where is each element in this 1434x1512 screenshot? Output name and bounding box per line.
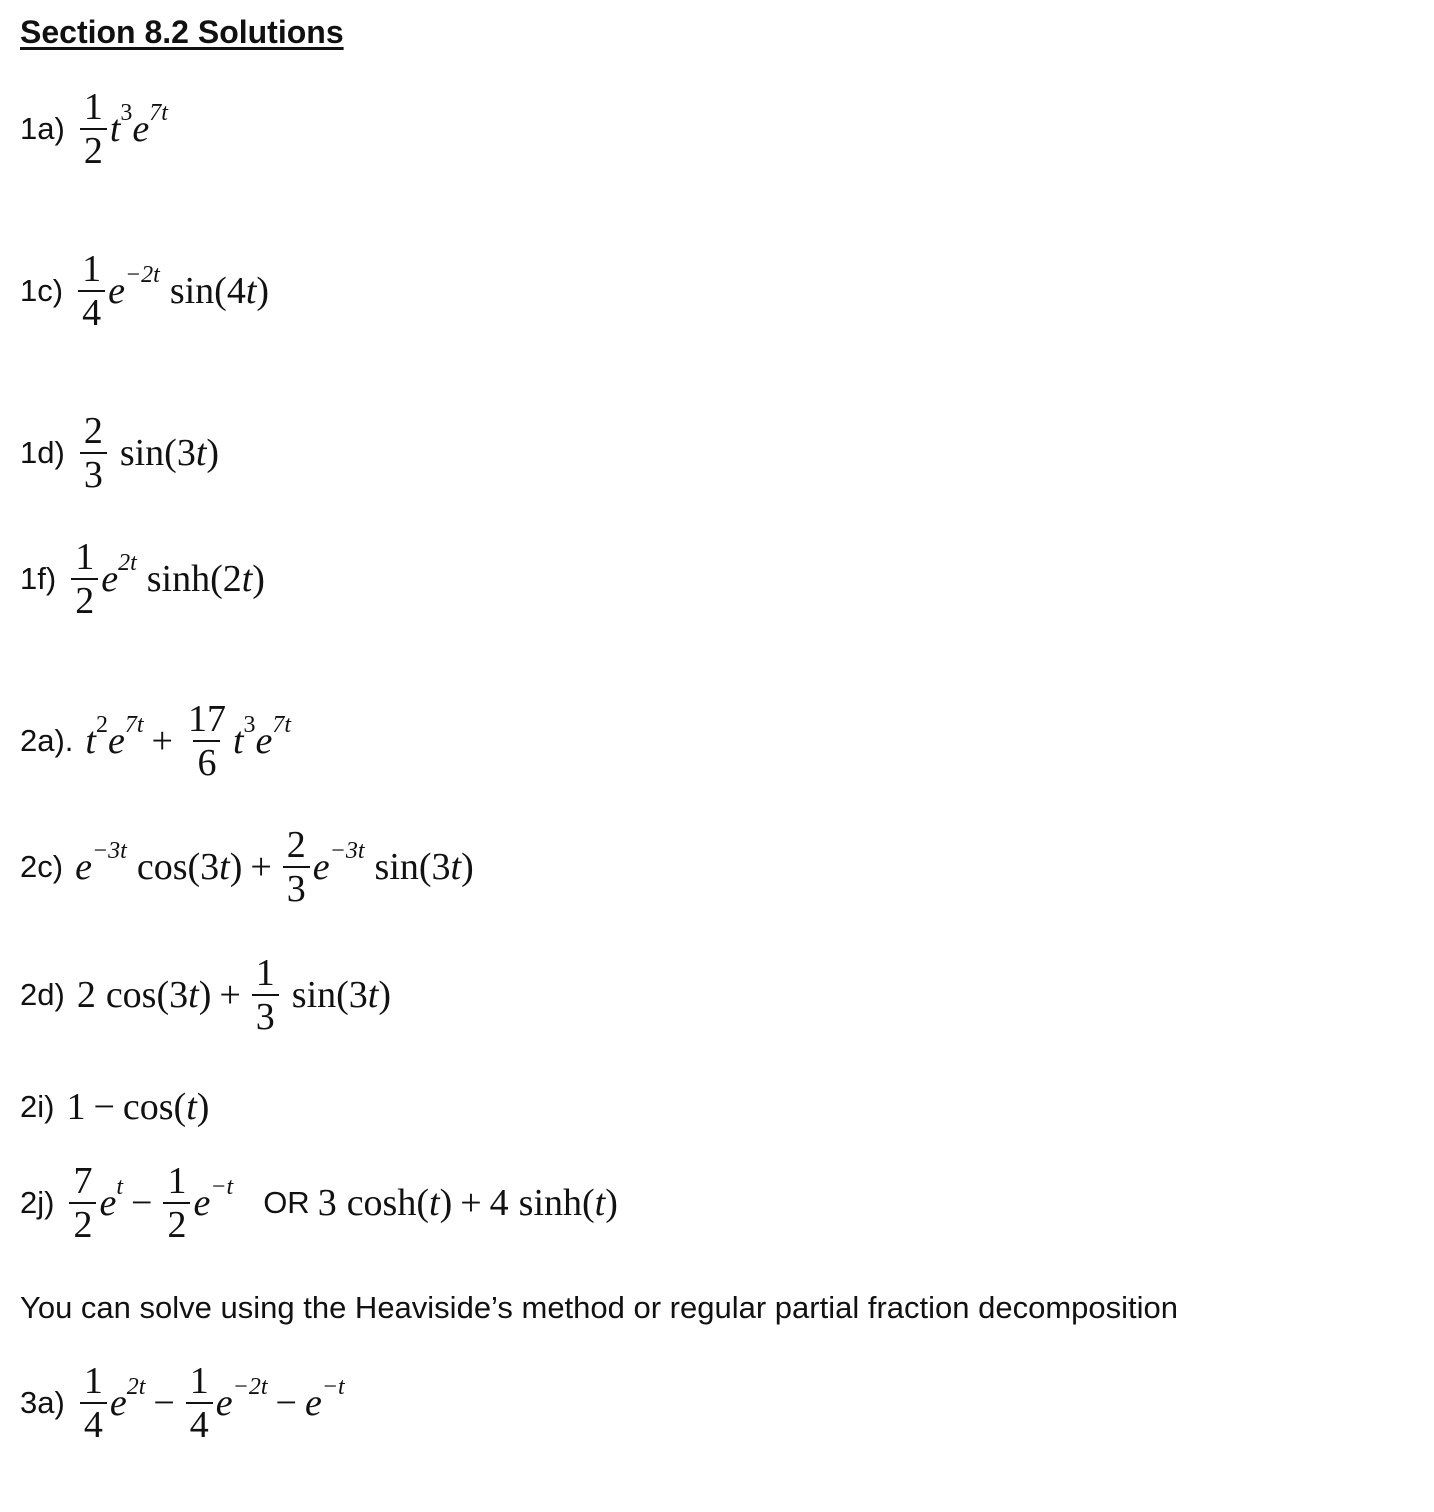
denominator: 3	[252, 994, 279, 1036]
denominator: 2	[71, 578, 98, 620]
denominator: 2	[69, 1202, 96, 1244]
expression	[77, 954, 391, 1036]
solution-1f	[20, 538, 265, 620]
function: sin(3	[374, 846, 451, 888]
fraction	[80, 412, 107, 494]
euler-e: e	[132, 108, 150, 150]
problem-label: 3a)	[20, 1385, 65, 1420]
exponent: −2t	[124, 262, 160, 288]
numerator: 1	[167, 1160, 187, 1202]
variable: t	[188, 974, 199, 1016]
denominator: 3	[283, 866, 310, 908]
expression	[77, 1362, 345, 1444]
fraction	[184, 700, 230, 782]
exponent: 7t	[149, 100, 168, 126]
fraction	[186, 1362, 213, 1444]
or-text: OR	[263, 1185, 310, 1220]
euler-e: e	[107, 720, 125, 762]
paren: )	[206, 432, 220, 474]
function: cos(	[122, 1086, 187, 1128]
expression: t $^2$ e $^{7t}$ + $\frac{17}{6}$ t $^3$ e $^{7t}$	[85, 698, 292, 784]
paren: )	[196, 1086, 210, 1128]
denominator: 4	[80, 1402, 107, 1444]
problem-label: 1d)	[20, 435, 65, 470]
numerator: 7	[73, 1160, 93, 1202]
euler-e: e	[193, 1182, 211, 1224]
solution-2c	[20, 826, 474, 908]
function: sin(3	[291, 974, 368, 1016]
paren: )	[461, 846, 474, 888]
euler-e: e	[255, 720, 273, 762]
expression	[66, 1162, 233, 1244]
variable: t	[241, 558, 253, 600]
variable: t	[219, 846, 230, 888]
numerator: 1	[82, 248, 102, 290]
exponent: −t	[321, 1374, 345, 1400]
variable: t	[232, 720, 244, 762]
expression	[75, 826, 474, 908]
problem-label: 2c)	[20, 849, 64, 884]
minus-operator: −	[275, 1382, 297, 1424]
numerator: 1	[255, 952, 275, 994]
fraction	[71, 538, 98, 620]
paren: )	[439, 1182, 453, 1224]
numerator: 1	[83, 1360, 103, 1402]
solution-2j	[20, 1162, 618, 1244]
problem-label: 1a)	[20, 111, 65, 146]
variable: t	[594, 1182, 606, 1224]
paren: )	[605, 1182, 618, 1224]
coefficient: 4	[489, 1182, 509, 1224]
euler-e: e	[75, 846, 92, 888]
exponent: 2t	[126, 1374, 146, 1400]
paren: )	[252, 558, 265, 600]
exponent: −3t	[91, 838, 127, 864]
euler-e: e	[109, 1382, 127, 1424]
denominator: 2	[163, 1202, 190, 1244]
variable: t	[450, 846, 462, 888]
variable: t	[245, 270, 257, 312]
euler-e: e	[101, 558, 119, 600]
denominator: 6	[193, 740, 220, 782]
fraction	[283, 826, 310, 908]
problem-label: 2j)	[20, 1185, 55, 1220]
function: sin(4	[169, 270, 246, 312]
expression	[66, 1085, 209, 1129]
coefficient: 3	[317, 1182, 337, 1224]
solution-2i	[20, 1085, 209, 1129]
function: sinh(2	[146, 558, 242, 600]
euler-e: e	[99, 1182, 117, 1224]
variable: t	[367, 974, 379, 1016]
solution-3a	[20, 1362, 345, 1444]
problem-label: 2d)	[20, 977, 65, 1012]
solution-1c	[20, 250, 269, 332]
solution-1a	[20, 88, 168, 170]
exponent: 7t	[272, 712, 292, 738]
solution-1d	[20, 412, 219, 494]
function: cosh(	[346, 1182, 429, 1224]
paren: )	[256, 270, 270, 312]
euler-e: e	[108, 270, 125, 312]
expression: $\frac{1}{2}$ t $^3$ e $^{7t}$	[77, 88, 168, 170]
method-note: You can solve using the Heaviside’s method or regular partial fraction decomposition	[20, 1290, 1179, 1325]
paren: )	[198, 974, 212, 1016]
function: sin(3	[119, 432, 196, 474]
fraction	[252, 954, 279, 1036]
problem-label: 2i)	[20, 1089, 55, 1124]
denominator: 2	[80, 128, 107, 170]
exponent: 7t	[124, 712, 144, 738]
variable: t	[429, 1182, 440, 1224]
fraction	[163, 1162, 190, 1244]
plus-operator: +	[460, 1182, 482, 1224]
function: sinh(	[518, 1182, 595, 1224]
exponent: 2t	[118, 550, 137, 576]
problem-label: 1f)	[20, 561, 57, 596]
paren: )	[378, 974, 391, 1016]
fraction	[78, 250, 105, 332]
denominator: 3	[80, 452, 107, 494]
euler-e: e	[312, 846, 330, 888]
fraction	[80, 1362, 107, 1444]
numerator: 2	[286, 824, 306, 866]
exponent: t	[116, 1174, 123, 1200]
solution-2a	[20, 700, 291, 782]
alt-expression	[318, 1181, 618, 1225]
exponent: −2t	[232, 1374, 268, 1400]
numerator: 1	[189, 1360, 209, 1402]
solution-2d	[20, 954, 391, 1036]
problem-label: 2a).	[20, 723, 74, 758]
problem-label: 1c)	[20, 273, 64, 308]
function: cos(3	[105, 974, 189, 1016]
numerator: 1	[75, 536, 95, 578]
numerator: 2	[83, 410, 103, 452]
expression	[77, 412, 219, 494]
coefficient: 2	[76, 974, 96, 1016]
variable: t	[186, 1086, 197, 1128]
fraction	[69, 1162, 96, 1244]
fraction	[80, 88, 107, 170]
minus-operator: −	[153, 1382, 175, 1424]
plus-operator: +	[219, 974, 241, 1016]
minus-operator: −	[131, 1182, 153, 1224]
constant: 1	[66, 1086, 86, 1128]
numerator: 1	[83, 86, 103, 128]
plus-operator: +	[151, 720, 173, 762]
denominator: 4	[186, 1402, 213, 1444]
plus-operator: +	[250, 846, 272, 888]
paren: )	[229, 846, 243, 888]
numerator: 17	[187, 698, 226, 740]
expression	[68, 538, 265, 620]
euler-e: e	[215, 1382, 233, 1424]
variable: t	[195, 432, 207, 474]
page-title: Section 8.2 Solutions	[20, 14, 344, 50]
denominator: 4	[78, 290, 105, 332]
minus-operator: −	[93, 1086, 115, 1128]
expression	[75, 250, 269, 332]
exponent: −t	[210, 1174, 234, 1200]
exponent: −3t	[329, 838, 365, 864]
euler-e: e	[304, 1382, 322, 1424]
variable: t	[85, 720, 96, 762]
variable: t	[109, 108, 121, 150]
function: cos(3	[136, 846, 220, 888]
